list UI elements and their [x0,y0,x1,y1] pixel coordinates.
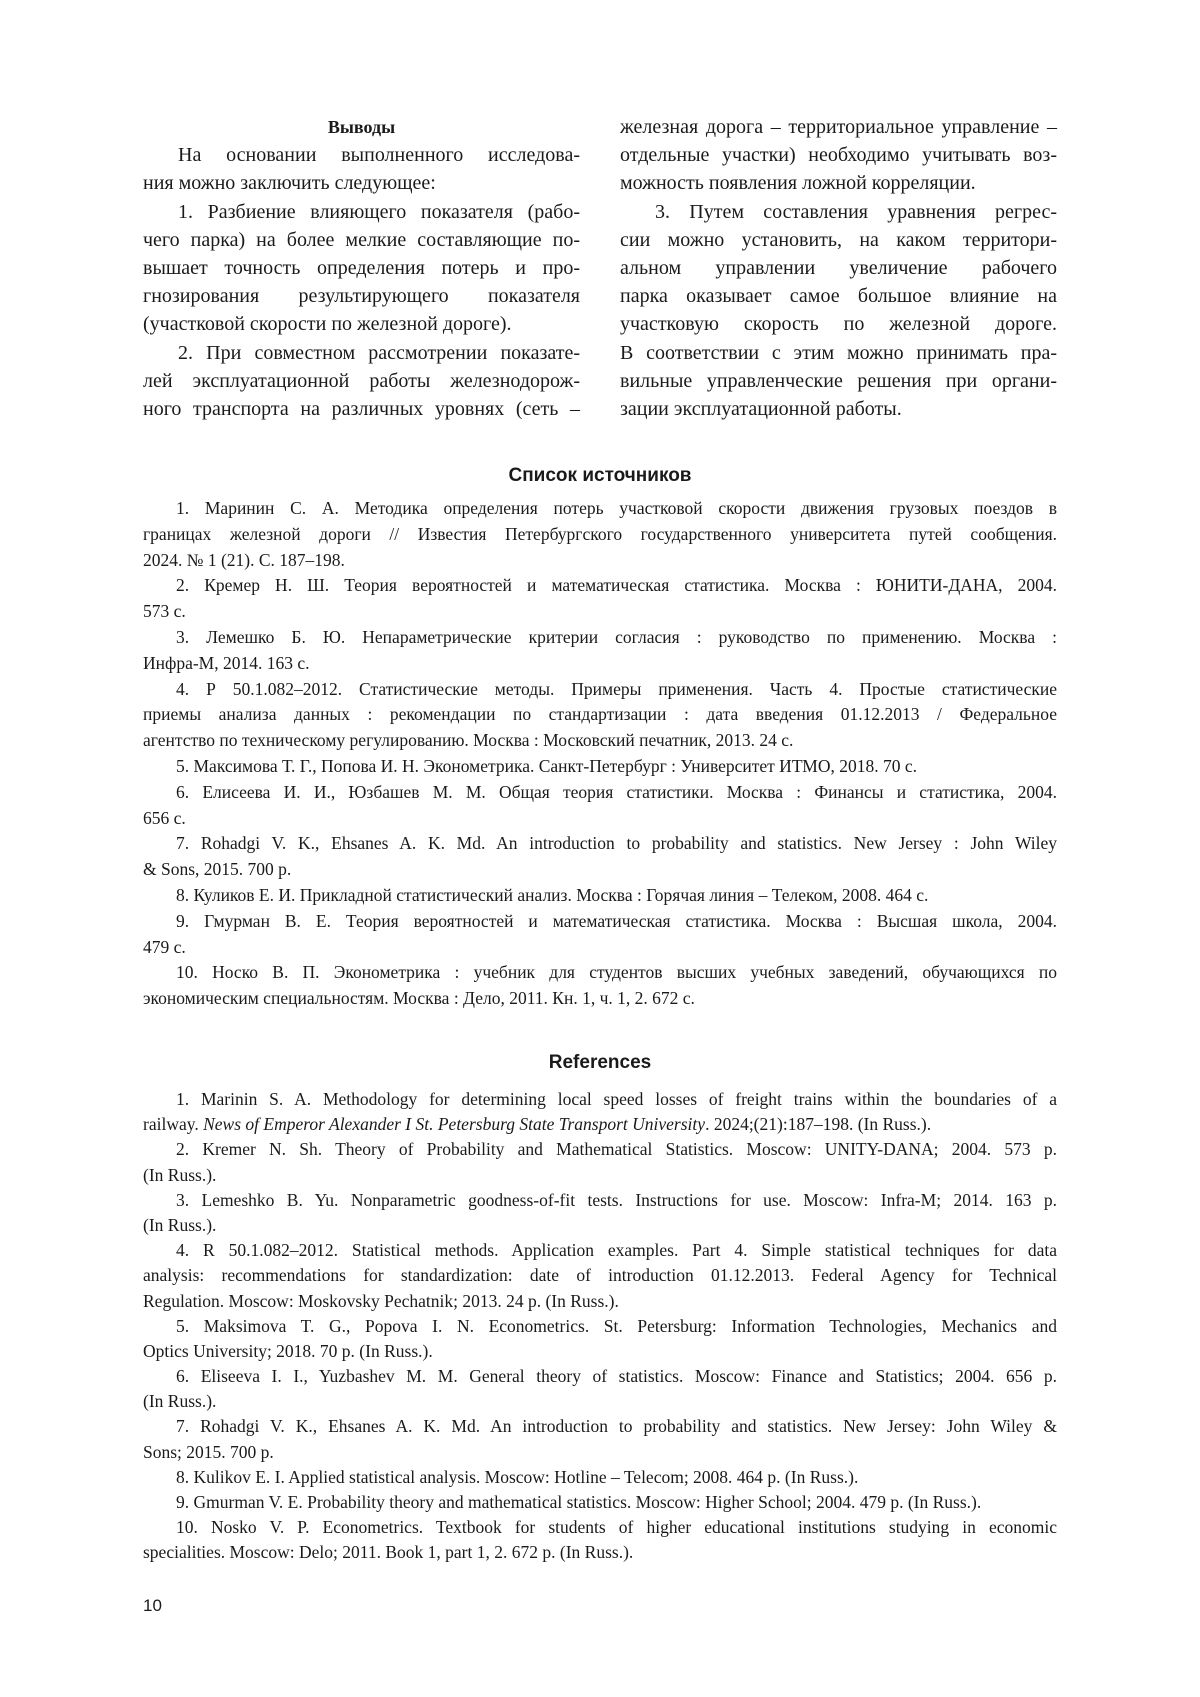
reference-item [143,1137,1057,1187]
text-line: отдельные участки) необходимо учитывать воз- [620,141,1057,169]
text-line: 2. При совместном рассмотрении показате- [143,339,580,367]
text-line: границах железной дороги // Известия Петербургского государственного университета путей сообщения. [143,522,1057,548]
source-item [143,909,1057,961]
text-line: агентство по техническому регулированию. Москва : Московский печатник, 2013. 24 с. [143,728,1057,754]
text-line: 1. Marinin S. A. Methodology for determining local speed losses of freight trains within the boundaries of a [143,1087,1057,1112]
text-line: вышает точность определения потерь и про- [143,254,580,282]
text-line: specialities. Moscow: Delo; 2011. Book 1, part 1, 2. 672 p. (In Russ.). [143,1540,1057,1565]
text-line: В соответствии с этим можно принимать пра- [620,339,1057,367]
reference-item [143,1465,1057,1490]
sources-list [143,496,1057,1012]
text-line: 6. Eliseeva I. I., Yuzbashev M. M. General theory of statistics. Moscow: Finance and Statistics; 2004. 656 p. [143,1364,1057,1389]
text-line: Regulation. Moscow: Moskovsky Pechatnik; 2013. 24 p. (In Russ.). [143,1289,1057,1314]
reference-item [143,1238,1057,1314]
text-line: 656 с. [143,806,1057,832]
text-line: 5. Maksimova T. G., Popova I. N. Econometrics. St. Petersburg: Information Technologies, Mechanics and [143,1314,1057,1339]
conclusions-left-body [143,141,580,423]
reference-item [143,1188,1057,1238]
text-line: парка оказывает самое большое влияние на [620,282,1057,310]
source-item [143,625,1057,677]
source-item [143,883,1057,909]
text-line: зации эксплуатационной работы. [620,395,1057,423]
text-line: (In Russ.). [143,1163,1057,1188]
paragraph [143,339,580,424]
conclusions-left-column [143,113,580,423]
conclusions-heading: Выводы [143,113,580,141]
text-line: 3. Lemeshko B. Yu. Nonparametric goodness-of-fit tests. Instructions for use. Moscow: Infra-M; 2014. 163 p. [143,1188,1057,1213]
paragraph [620,198,1057,424]
text-line: analysis: recommendations for standardization: date of introduction 01.12.2013. Federal Agency for Technical [143,1263,1057,1288]
text-line: 2. Kremer N. Sh. Theory of Probability and Mathematical Statistics. Moscow: UNITY-DANA; 2004. 573 p. [143,1137,1057,1162]
text-line: & Sons, 2015. 700 p. [143,857,1057,883]
text-line: 5. Максимова Т. Г., Попова И. Н. Эконометрика. Санкт-Петербург : Университет ИТМО, 2018. 70 с. [143,754,1057,780]
text-line: ния можно заключить следующее: [143,169,580,197]
text-line: можность появления ложной корреляции. [620,169,1057,197]
references-list [143,1087,1057,1566]
text-line [143,1112,1057,1137]
conclusions-right-column [620,113,1057,423]
sources-heading: Список источников [143,464,1057,488]
text-line: гнозирования результирующего показателя [143,282,580,310]
text-line: 3. Лемешко Б. Ю. Непараметрические критерии согласия : руководство по применению. Москва : [143,625,1057,651]
page-number: 10 [143,1596,162,1616]
text-line: 6. Елисеева И. И., Юзбашев М. М. Общая теория статистики. Москва : Финансы и статистика, 2004. [143,780,1057,806]
text-line: 4. R 50.1.082–2012. Statistical methods. Application examples. Part 4. Simple statistical techniques for data [143,1238,1057,1263]
text-line: 9. Гмурман В. Е. Теория вероятностей и математическая статистика. Москва : Высшая школа, 2004. [143,909,1057,935]
source-item [143,780,1057,832]
source-item [143,496,1057,573]
paragraph [143,141,580,197]
text-segment: railway. [143,1114,203,1134]
text-line: 3. Путем составления уравнения регрес- [620,198,1057,226]
text-line: Sons; 2015. 700 p. [143,1440,1057,1465]
text-line: Инфра-М, 2014. 163 с. [143,651,1057,677]
text-line: Optics University; 2018. 70 p. (In Russ.). [143,1339,1057,1364]
text-line: 7. Rohadgi V. K., Ehsanes A. K. Md. An introduction to probability and statistics. New Jersey: John Wiley & [143,1414,1057,1439]
reference-item [143,1364,1057,1414]
references-heading: References [143,1051,1057,1075]
journal-title: News of Emperor Alexander I St. Petersburg State Transport University [203,1114,705,1134]
source-item [143,754,1057,780]
text-line: 2. Кремер Н. Ш. Теория вероятностей и математическая статистика. Москва : ЮНИТИ-ДАНА, 2004. [143,573,1057,599]
text-line: 1. Маринин С. А. Методика определения потерь участковой скорости движения грузовых поездов в [143,496,1057,522]
paragraph [620,113,1057,198]
source-item [143,831,1057,883]
text-line: чего парка) на более мелкие составляющие по- [143,226,580,254]
reference-item [143,1087,1057,1137]
reference-item [143,1314,1057,1364]
text-line: вильные управленческие решения при органи- [620,367,1057,395]
reference-item [143,1515,1057,1565]
reference-item [143,1490,1057,1515]
source-item [143,573,1057,625]
text-line: приемы анализа данных : рекомендации по стандартизации : дата введения 01.12.2013 / Федеральное [143,702,1057,728]
conclusions-right-body [620,113,1057,423]
text-line: (In Russ.). [143,1213,1057,1238]
text-line: альном управлении увеличение рабочего [620,254,1057,282]
text-line: 8. Куликов Е. И. Прикладной статистический анализ. Москва : Горячая линия – Телеком, 2008. 464 с. [143,883,1057,909]
text-line: (In Russ.). [143,1389,1057,1414]
text-line: 9. Gmurman V. E. Probability theory and mathematical statistics. Moscow: Higher School; 2004. 479 p. (In Russ.). [143,1490,1057,1515]
text-line: 8. Kulikov E. I. Applied statistical analysis. Moscow: Hotline – Telecom; 2008. 464 p. (In Russ.). [143,1465,1057,1490]
text-segment: . 2024;(21):187–198. (In Russ.). [705,1114,931,1134]
text-line: 479 с. [143,935,1057,961]
text-line: 573 с. [143,599,1057,625]
text-line: 10. Носко В. П. Эконометрика : учебник для студентов высших учебных заведений, обучающихся по [143,960,1057,986]
text-line: участковую скорость по железной дороге. [620,310,1057,338]
text-line: ного транспорта на различных уровнях (сеть – [143,395,580,423]
text-line: экономическим специальностям. Москва : Дело, 2011. Кн. 1, ч. 1, 2. 672 с. [143,986,1057,1012]
text-line: (участковой скорости по железной дороге). [143,310,580,338]
source-item [143,677,1057,754]
text-line: железная дорога – территориальное управление – [620,113,1057,141]
source-item [143,960,1057,1012]
text-line: 2024. № 1 (21). С. 187–198. [143,548,1057,574]
text-line: На основании выполненного исследова- [143,141,580,169]
text-line: 10. Nosko V. P. Econometrics. Textbook for students of higher educational institutions studying in economic [143,1515,1057,1540]
text-line: лей эксплуатационной работы железнодорож- [143,367,580,395]
paragraph [143,198,580,339]
text-line: 4. Р 50.1.082–2012. Статистические методы. Примеры применения. Часть 4. Простые статистические [143,677,1057,703]
text-line: 7. Rohadgi V. K., Ehsanes A. K. Md. An introduction to probability and statistics. New Jersey : John Wiley [143,831,1057,857]
reference-item [143,1414,1057,1464]
text-line: 1. Разбиение влияющего показателя (рабо- [143,198,580,226]
text-line: сии можно установить, на каком территори- [620,226,1057,254]
